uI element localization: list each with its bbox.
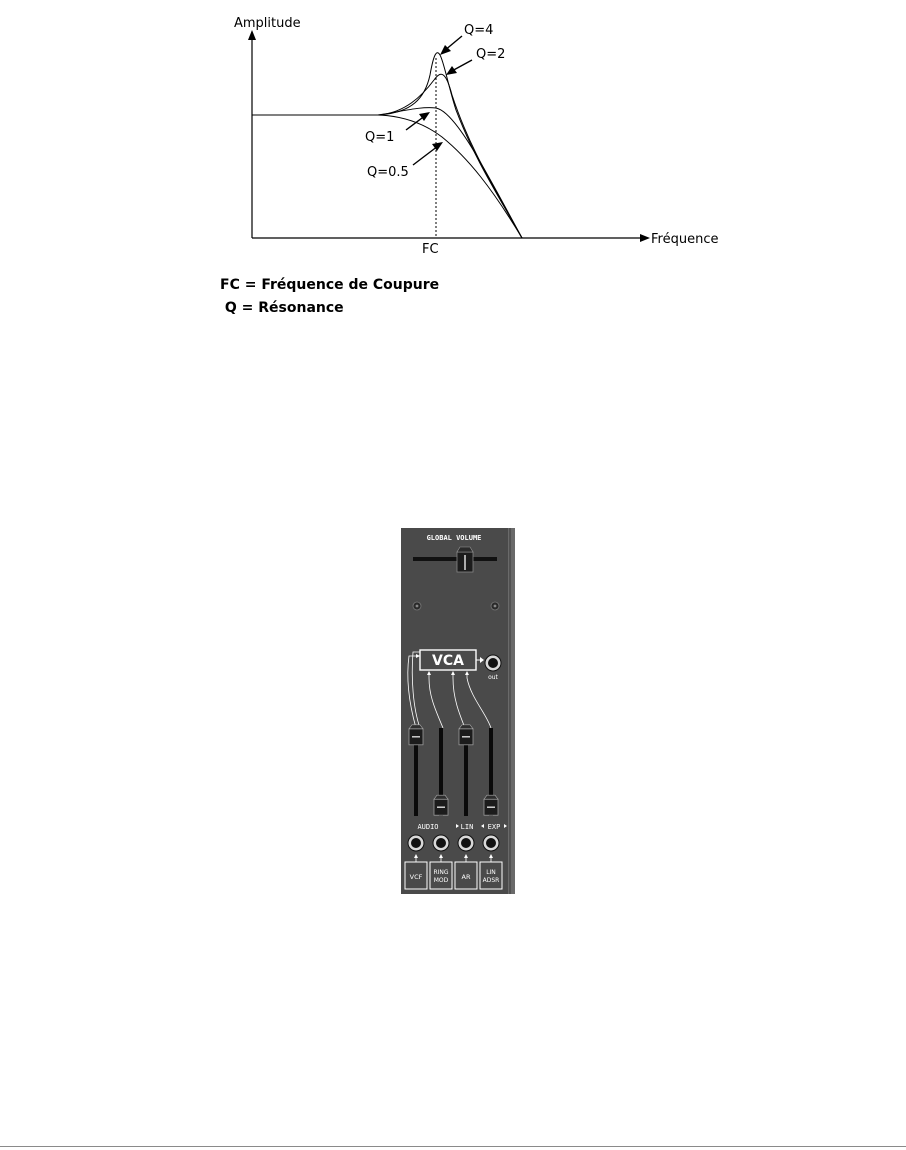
cutoff-label: FC: [422, 242, 439, 257]
input-label-vcf: VCF: [409, 873, 423, 881]
screw-right-icon: [491, 602, 499, 610]
curve-q-4: [378, 53, 522, 238]
legend-fc: FC = Fréquence de Coupure: [220, 277, 440, 293]
input-jack-ar[interactable]: [458, 835, 474, 851]
label-audio: AUDIO: [417, 823, 439, 831]
page-bottom-rule: [0, 1146, 906, 1147]
arrowhead-q2: [446, 66, 457, 75]
legend-q: Q = Résonance: [220, 300, 344, 316]
filter-response-diagram: [200, 0, 740, 270]
label-q4: Q=4: [464, 23, 494, 38]
x-axis-label: Fréquence: [651, 232, 719, 247]
label-exp: EXP: [487, 823, 501, 831]
vca-module-panel: [401, 528, 515, 894]
input-jack-ring-mod[interactable]: [433, 835, 449, 851]
input-jack-lin-adsr[interactable]: [483, 835, 499, 851]
label-q2: Q=2: [476, 47, 506, 62]
input-label-ring-mod: RING MOD: [433, 869, 449, 884]
curve-q-2: [378, 74, 522, 238]
arrow-q0-5: [413, 146, 438, 165]
x-axis-arrow: [640, 234, 650, 242]
label-lin: LIN: [460, 823, 474, 831]
vca-label: VCA: [432, 653, 464, 669]
label-q0-5: Q=0.5: [367, 165, 409, 180]
y-axis-label: Amplitude: [234, 16, 301, 31]
y-axis-arrow: [248, 30, 256, 40]
global-volume-title: GLOBAL VOLUME: [426, 534, 482, 542]
out-label: out: [488, 674, 498, 681]
input-label-ar: AR: [461, 873, 471, 881]
input-label-lin-adsr: LIN ADSR: [482, 869, 500, 884]
input-jack-vcf[interactable]: [408, 835, 424, 851]
screw-left-icon: [413, 602, 421, 610]
output-jack[interactable]: [485, 655, 501, 671]
label-q1: Q=1: [365, 130, 395, 145]
